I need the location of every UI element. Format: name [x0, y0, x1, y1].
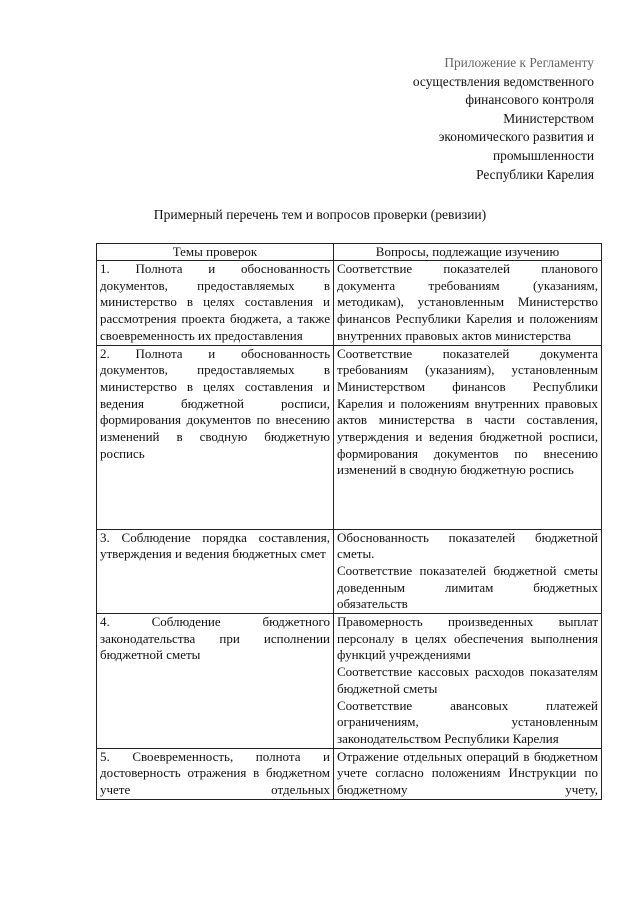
table-row: [97, 614, 602, 749]
topic-text: 1. Полнота и обоснованность документов, предоставляемых в министерство в целях составления и рассмотрения проекта бюджета, а также своевременность их предоставления: [100, 261, 330, 343]
table-row: [97, 261, 602, 346]
question-text: Отражение отдельных операций в бюджетном учете согласно положениям Инструкции по бюджетному учету,: [337, 748, 598, 798]
header-line: осуществления ведомственного: [412, 73, 594, 89]
header-line: финансового контроля: [465, 92, 594, 108]
header-line: Республики Карелия: [476, 166, 594, 182]
header-line: промышленности: [492, 147, 594, 163]
questions-cell: [334, 529, 602, 614]
topic-cell: [97, 614, 334, 749]
topic-cell: [97, 261, 334, 346]
topic-text: 3. Соблюдение порядка составления, утверждения и ведения бюджетных смет: [100, 529, 330, 562]
header-line: Министерством: [503, 110, 594, 126]
topic-cell: [97, 529, 334, 614]
header-line: экономического развития и: [438, 129, 594, 145]
column-header-questions: Вопросы, подлежащие изучению: [334, 244, 602, 261]
table-row: [97, 529, 602, 614]
question-text: Соответствие авансовых платежей ограничениям, установленным законодательством Республики Карелия: [337, 697, 598, 746]
question-text: Обоснованность показателей бюджетной сметы.: [337, 529, 598, 562]
question-text: Соответствие показателей планового документа требованиям (указаниям, методикам), установленным Министерство финансов Республики Карелия и положениям внутренних правовых актов министерства: [337, 261, 598, 343]
question-text: Соответствие показателей документа требованиям (указаниям), установленным Министерством финансов Республики Карелия и положениям внутренних правовых актов министерства в части составления, утверждения и ведения бюджетной росписи, формирования документов по внесению изменений в сводную бюджетную роспись: [337, 345, 598, 478]
topic-text: 4. Соблюдение бюджетного законодательства при исполнении бюджетной сметы: [100, 614, 330, 663]
topics-table: [96, 243, 602, 800]
question-text: Соответствие кассовых расходов показателям бюджетной сметы: [337, 664, 598, 696]
questions-cell: [334, 345, 602, 529]
document-title: Примерный перечень тем и вопросов проверки (ревизии): [153, 207, 487, 222]
header-line: Приложение к Регламенту: [444, 55, 594, 70]
questions-cell: [334, 614, 602, 749]
table-header-row: [97, 244, 602, 261]
topic-text: 5. Своевременность, полнота и достоверность отражения в бюджетном учете отдельных: [100, 748, 330, 798]
column-header-topics: Темы проверок: [97, 244, 334, 261]
table-row: [97, 748, 602, 799]
question-text: Соответствие показателей бюджетной сметы доведенным лимитам бюджетных обязательств: [337, 562, 598, 612]
topic-cell: [97, 748, 334, 799]
document-header: [334, 54, 594, 184]
questions-cell: [334, 748, 602, 799]
questions-cell: [334, 261, 602, 346]
question-text: Правомерность произведенных выплат персоналу в целях обеспечения выполнения функций учреждениями: [337, 614, 598, 663]
topic-cell: [97, 345, 334, 529]
table-row: [97, 345, 602, 529]
topic-text: 2. Полнота и обоснованность документов, предоставляемых в министерство в целях составления и ведения бюджетной росписи, формирования документов по внесению изменений в сводную бюджетную роспись: [100, 345, 330, 461]
